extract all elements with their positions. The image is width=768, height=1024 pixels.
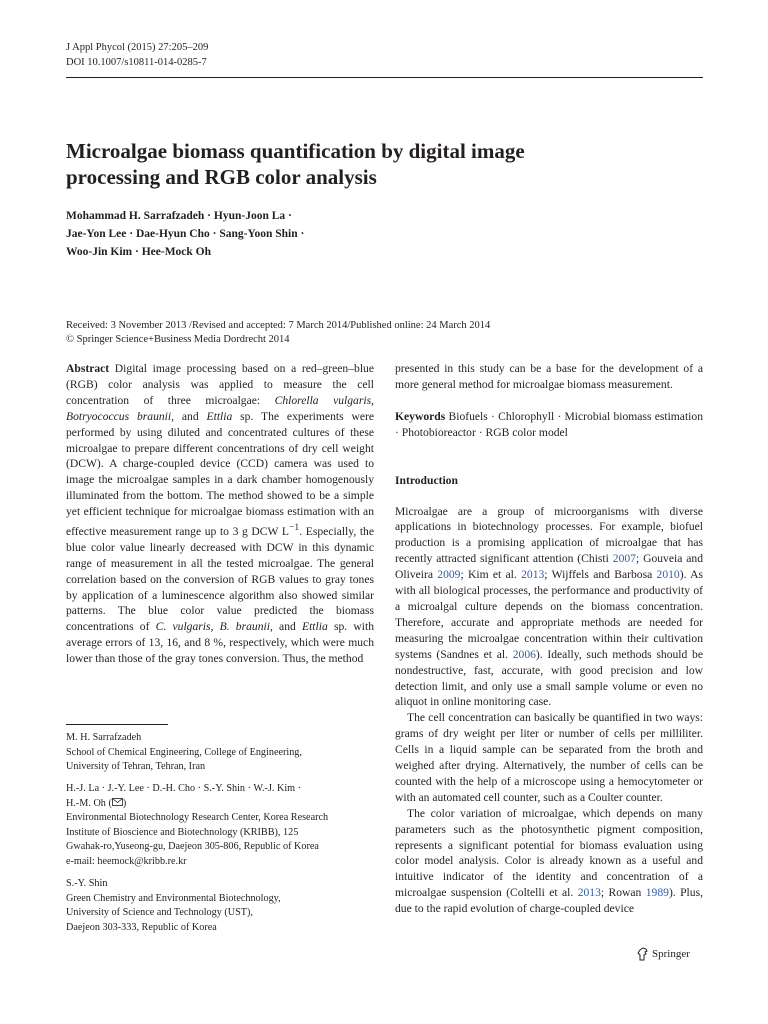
abstract-text-4: sp. with average errors of 13, 16, and 8 %, respectively, which were much lower than those of the gray tones conversion. Thus, the method (66, 620, 374, 666)
introduction-heading: Introduction (395, 473, 458, 487)
affiliation-author: S.-Y. Shin (66, 878, 108, 889)
affiliation-1 (66, 731, 366, 775)
affiliation-3 (66, 877, 366, 935)
email[interactable]: e-mail: heemock@kribb.re.kr (66, 855, 187, 867)
keywords-text: Biofuels · Chlorophyll · Microbial biomass estimation · Photobioreactor · RGB color model (395, 409, 703, 439)
corresponding-author: H.-M. Oh ( (66, 797, 112, 809)
article-title (66, 138, 666, 190)
affiliation-line: Green Chemistry and Environmental Biotechnology, (66, 892, 281, 904)
abstract-text-2: sp. The experiments were performed by using diluted and concentrated cultures of these microalgae to prepare different concentrations of dry cell weight (DCW). A charge-coupled device (CCD) camera was used to image the microalgae samples in a dark chamber homogenously illuminated from the bottom. The method showed to be a simple yet efficient technique for microalgae biomass estimation with an effective measurement range up to 3 g DCW L (66, 409, 374, 538)
authors-line-2: Jae-Yon Lee · Dae-Hyun Cho · Sang-Yoon Shin · (66, 228, 305, 240)
abstract-text-1: Digital image processing based on a red–green–blue (RGB) color analysis was applied to measure the cell concentration of three microalgae: (66, 362, 374, 407)
intro-text: ). Plus, due to the rapid evolution of charge-coupled device (395, 886, 703, 916)
species-name: B. braunii (219, 620, 270, 634)
keywords-paragraph (395, 409, 703, 441)
affiliation-2 (66, 782, 366, 869)
intro-paragraph-1 (395, 504, 703, 711)
affiliation-line: University of Science and Technology (UST), (66, 907, 253, 918)
article-history (66, 319, 490, 347)
affiliation-line: School of Chemical Engineering, College of Engineering, (66, 746, 302, 758)
abstract-sep: , (371, 393, 375, 407)
intro-text: ; Kim et al. (460, 568, 522, 582)
footnote-rule (66, 724, 168, 725)
citation-link[interactable]: 2009 (437, 568, 461, 582)
intro-paragraph-2: The cell concentration can basically be quantified in two ways: grams of dry weight per liter or number of cells per milliliter. Cells in a liquid sample can be separated from the broth and weighed after drying. Alternatively, the number of cells can be counted with the help of a microscope using a hemocytometer or with an automated cell counter, such as a Coulter counter. (395, 711, 703, 804)
envelope-icon (112, 797, 123, 805)
abstract-label: Abstract (66, 362, 110, 375)
citation-link[interactable]: 2007 (612, 552, 636, 566)
affiliation-line: Institute of Bioscience and Biotechnology (KRIBB), 125 (66, 826, 299, 838)
author-list (66, 207, 566, 261)
right-column (395, 361, 703, 917)
authors-line-3: Woo-Jin Kim · Hee-Mock Oh (66, 246, 212, 258)
abstract-sep: , and (171, 409, 207, 423)
intro-text: ; Rowan (600, 886, 646, 900)
title-line-1: Microalgae biomass quantification by digital image (66, 139, 525, 163)
header-rule (66, 77, 703, 78)
publisher-name: Springer (652, 948, 690, 960)
abstract-continuation: presented in this study can be a base for the development of a more general method for microalgae biomass measurement. (395, 362, 703, 391)
abstract-paragraph (66, 361, 374, 667)
copyright-line: © Springer Science+Business Media Dordrecht 2014 (66, 334, 290, 345)
journal-citation: J Appl Phycol (2015) 27:205–209 (66, 42, 209, 53)
abstract-text-3: . Especially, the blue color value linearly decreased with DCW in this dynamic range of measurement in all the tested microalgae. The general correlation based on the conversion of RGB values to gray tones by application of a luminescence algorithm also showed similar patterns. The blue color value predicted the biomass concentrations of (66, 524, 375, 634)
citation-link[interactable]: 2006 (512, 647, 536, 661)
corresponding-author-end: ) (122, 797, 127, 809)
unit-exponent: −1 (288, 522, 300, 534)
affiliation-author: M. H. Sarrafzadeh (66, 732, 142, 743)
abstract-sep: , (210, 620, 220, 634)
intro-text: Microalgae are a group of microorganisms with diverse applications in biotechnology processes. For example, biofuel production is a promising application of microalgae that has recently attracted significant attention (Chisti (395, 504, 703, 566)
keywords-label: Keywords (395, 409, 446, 423)
species-name: C. vulgaris (155, 620, 211, 634)
affiliation-author: H.-J. La · J.-Y. Lee · D.-H. Cho · S.-Y. Shin · W.-J. Kim · (66, 783, 302, 794)
springer-horse-icon (637, 947, 649, 961)
title-line-2: processing and RGB color analysis (66, 165, 377, 189)
species-name: Chlorella vulgaris (274, 393, 372, 407)
affiliation-line: Daejeon 303-333, Republic of Korea (66, 921, 217, 933)
affiliation-line: University of Tehran, Tehran, Iran (66, 761, 206, 772)
intro-text: The color variation of microalgae, which depends on many parameters such as the photosynthetic pigment composition, represents a significant potential for biomass evaluation using color model analysis. Color is already known as a useful and intuitive indicator of the identity and concentration of a microalgae suspension (Coltelli et al. (395, 806, 703, 900)
citation-link[interactable]: 2013 (521, 568, 545, 582)
publisher-logo (637, 947, 690, 961)
dates-line: Received: 3 November 2013 /Revised and accepted: 7 March 2014/Published online: 24 March 2014 (66, 320, 491, 331)
left-column (66, 361, 374, 667)
affiliation-author (66, 797, 366, 812)
species-name: Ettlia (206, 409, 233, 423)
intro-text: ). As with all biological processes, the performance and productivity of a microalgal culture depends on the biomass concentration. Therefore, accurate and appropriate methods are needed for measuring the microalgae concentration within their cultivation systems (Sandnes et al. (395, 568, 703, 661)
species-name: Ettlia (302, 620, 328, 634)
journal-header (66, 40, 208, 70)
citation-link[interactable]: 2013 (577, 886, 601, 900)
intro-text: ; Wijffels and Barbosa (544, 568, 657, 582)
intro-text: ; Gouveia and Oliveira (395, 552, 703, 582)
citation-link[interactable]: 2010 (656, 568, 680, 582)
intro-text: ). Ideally, such methods should be nondestructive, fast, accurate, with good precision and low detection limit, and only use a small sample volume or even no aliquot in online monitoring case. (395, 647, 703, 709)
affiliation-line: Environmental Biotechnology Research Center, Korea Research (66, 812, 329, 823)
affiliation-line: Gwahak-ro,Yuseong-gu, Daejeon 305-806, Republic of Korea (66, 841, 319, 852)
authors-line-1: Mohammad H. Sarrafzadeh · Hyun-Joon La · (66, 210, 292, 222)
intro-paragraph-3 (395, 806, 703, 917)
citation-link[interactable]: 1989 (645, 886, 669, 900)
abstract-sep: , and (269, 620, 302, 634)
species-name: Botryococcus braunii (66, 409, 172, 423)
doi: DOI 10.1007/s10811-014-0285-7 (66, 57, 207, 68)
